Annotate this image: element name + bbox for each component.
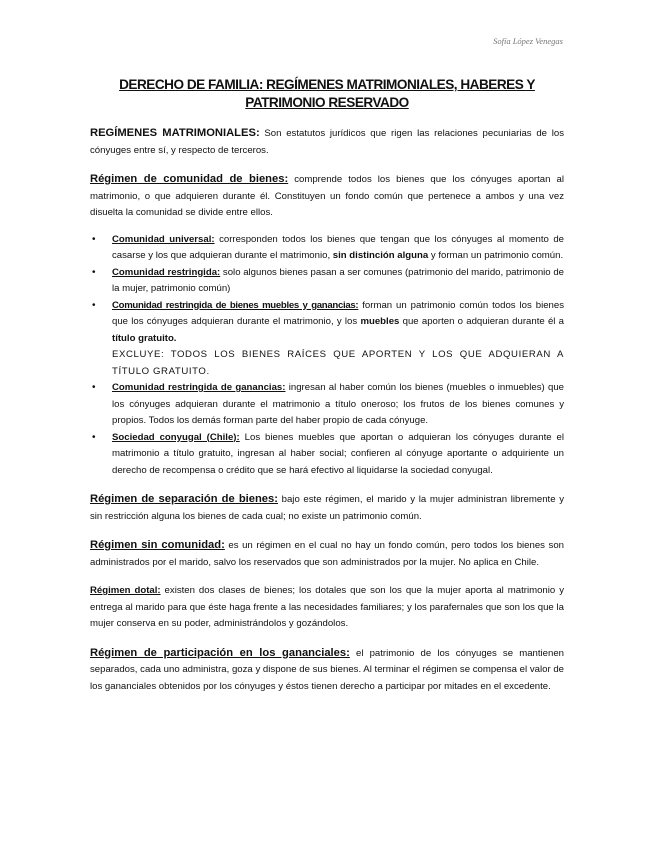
bullet-text: corresponden todos los bienes que tengan que los cónyuges al momento de casarse y los que adquieran durante el matrimonio,: [112, 233, 564, 261]
dotal-text: existen dos clases de bienes; los dotales que son los que la mujer aporta al matrimonio y entrega al marido para que éste haga frente a las necesidades familiares; y los parafernales que son los que la mujer conserva en su poder, administrándolos y gozándolos.: [90, 585, 564, 629]
sin-comunidad-text: es un régimen en el cual no hay un fondo común, pero todos los bienes son administrados por el marido, salvo los reservados que son administrados por la mujer. No aplica en Chile.: [90, 540, 564, 568]
bullet-text: ingresan al haber común los bienes (muebles o inmuebles) que los cónyuges adquieran durante el matrimonio a título oneroso; los frutos de los bienes comunes y propios. Todos los demás forman parte del haber propio de cada cónyuge.: [112, 382, 565, 426]
bullet-bold-text: sin distinción alguna: [332, 250, 429, 261]
comunidad-heading: Régimen de comunidad de bienes:: [90, 173, 289, 185]
bullet-comunidad-muebles-ganancias: [90, 298, 564, 381]
bullet-text: forman un patrimonio común todos los bienes que los cónyuges adquieran durante el matrimonio, y los: [112, 299, 565, 327]
bullet-bold-text: muebles: [360, 316, 400, 327]
participacion-heading: Régimen de participación en los gananciales:: [90, 646, 350, 659]
dotal-heading: Régimen dotal:: [90, 585, 161, 596]
bullet-label: Comunidad restringida:: [112, 266, 221, 278]
bullet-dot-icon: •: [92, 233, 96, 245]
sin-comunidad-paragraph: [90, 537, 564, 571]
bullet-comunidad-ganancias: [90, 380, 564, 430]
bullet-dot-icon: •: [92, 299, 96, 311]
sin-comunidad-heading: Régimen sin comunidad:: [90, 539, 225, 551]
separacion-heading: Régimen de separación de bienes:: [90, 493, 278, 505]
bullet-dot-icon: •: [92, 266, 96, 278]
bullet-sociedad-conyugal: [90, 430, 564, 480]
comunidad-text: comprende todos los bienes que los cónyuges aportan al matrimonio, o que adquieren durante él. Constituyen un fondo común que pertenece a ambos y una vez disuelta la comunidad se divide entre ellos.: [90, 174, 564, 218]
dotal-paragraph: [90, 583, 564, 633]
bullet-dot-icon: •: [92, 382, 96, 393]
document-title: DERECHO DE FAMILIA: REGÍMENES MATRIMONIALES, HABERES Y PATRIMONIO RESERVADO: [119, 77, 535, 110]
intro-heading: REGÍMENES MATRIMONIALES:: [90, 127, 260, 139]
bullet-comunidad-universal: [90, 232, 564, 265]
bullet-dot-icon: •: [92, 431, 96, 443]
bullet-label: Comunidad restringida de bienes muebles y ganancias:: [112, 299, 359, 311]
document-body: [90, 76, 564, 707]
intro-text: Son estatutos jurídicos que rigen las relaciones pecuniarias de los cónyuges entre sí, y respecto de terceros.: [90, 128, 564, 156]
bullet-text: Los bienes muebles que aportan o adquieran los cónyuges durante el matrimonio a título gratuito, ingresan al haber social; confieren al cónyuge aportante o adquiriente un derecho de recompensa o crédito que se hará efectivo al liquidarse la sociedad conyugal.: [112, 431, 564, 476]
bullet-text: que aporten o adquieran durante él a: [399, 316, 565, 327]
comunidad-paragraph: [90, 171, 564, 222]
bullet-text: y forman un patrimonio común.: [428, 250, 564, 261]
bullet-comunidad-restringida: [90, 265, 564, 298]
separacion-paragraph: [90, 491, 564, 525]
intro-paragraph: [90, 125, 564, 159]
excluye-note: EXCLUYE: TODOS LOS BIENES RAÍCES QUE APORTEN Y LOS QUE ADQUIERAN A TÍTULO GRATUITO.: [112, 349, 564, 377]
separacion-text: bajo este régimen, el marido y la mujer administran libremente y sin restricción alguna los bienes de cada cual; no existe un patrimonio común.: [90, 494, 564, 522]
participacion-text: el patrimonio de los cónyuges se mantienen separados, cada uno administra, goza y dispone de sus bienes. Al terminar el régimen se compensa el valor de los gananciales obtenidos por los cónyuges y éstos tienen derecho a participar por mitades en el excedente.: [90, 647, 565, 692]
bullet-label: Sociedad conyugal (Chile):: [112, 431, 240, 443]
author-header: Sofía López Venegas: [493, 36, 563, 46]
bullet-bold-text: título gratuito.: [112, 332, 177, 344]
participacion-paragraph: [90, 645, 564, 696]
bullet-label: Comunidad universal:: [112, 233, 215, 245]
bullet-text: solo algunos bienes pasan a ser comunes (patrimonio del marido, patrimonio de la mujer, patrimonio común): [112, 266, 565, 294]
bullet-label: Comunidad restringida de ganancias:: [112, 382, 286, 393]
comunidad-bullet-list: [90, 232, 564, 480]
